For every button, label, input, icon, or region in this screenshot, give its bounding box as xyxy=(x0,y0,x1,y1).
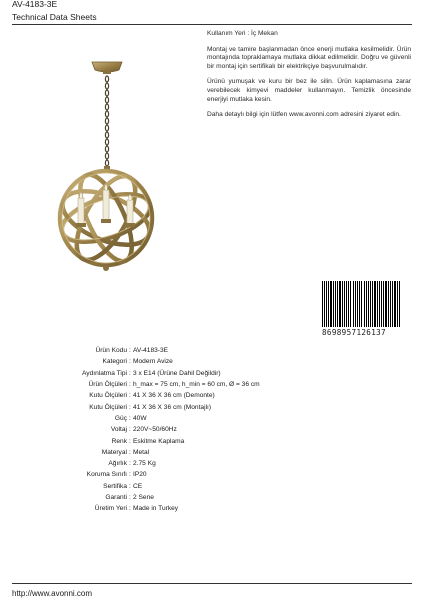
spec-value: 41 X 36 X 36 cm (Montajlı) xyxy=(133,403,212,411)
spec-row xyxy=(40,492,340,503)
spec-value: AV-4183-3E xyxy=(133,347,169,355)
spec-row xyxy=(40,345,340,356)
canopy-cap xyxy=(103,70,111,74)
info-paragraph-installation: Montaj ve tamire başlanmadan önce enerji mutlaka kesilmelidir. Ürün montajında topraklamaya mutlaka dikkat edilmelidir. Doğru ve güvenli bir montaj için sertifikalı bir elektrikçiye başvurulmalıdır. xyxy=(207,45,411,70)
spec-separator: : xyxy=(129,494,131,501)
spec-value: IP20 xyxy=(133,471,147,479)
spec-value: Metal xyxy=(133,448,150,456)
spec-separator: : xyxy=(129,358,131,366)
spec-separator: : xyxy=(129,437,131,445)
spec-separator: : xyxy=(129,381,131,389)
spec-label: Güç xyxy=(114,414,127,422)
document-title: Technical Data Sheets xyxy=(12,12,97,22)
spec-value: Eskitme Kaplama xyxy=(133,437,185,445)
spec-separator: : xyxy=(129,426,131,434)
spec-value: Modern Avize xyxy=(133,358,173,366)
spec-table xyxy=(40,345,340,514)
spec-separator: : xyxy=(129,347,131,355)
spec-value: h_max = 75 cm, h_min = 60 cm, Ø = 36 cm xyxy=(133,381,260,389)
spec-separator: : xyxy=(129,414,131,422)
spec-row xyxy=(40,469,340,480)
spec-separator: : xyxy=(129,460,131,468)
chain xyxy=(105,76,108,166)
spec-separator: : xyxy=(129,392,131,400)
bottom-finial xyxy=(103,265,109,271)
spec-row xyxy=(40,424,340,435)
spec-label: Aydınlatma Tipi xyxy=(82,369,127,377)
spec-label: Kutu Ölçüleri xyxy=(89,403,127,411)
spec-value: 220V~50/60Hz xyxy=(133,426,177,434)
barcode-digits: 8698957126137 xyxy=(322,328,386,337)
spec-row xyxy=(40,413,340,424)
spec-row xyxy=(40,368,340,379)
spec-value: 41 X 36 X 36 cm (Demonte) xyxy=(133,392,215,400)
spec-label: Materyal xyxy=(101,448,127,456)
spec-separator: : xyxy=(129,482,131,490)
spec-label: Ağırlık xyxy=(108,460,127,468)
website-link[interactable]: http://www.avonni.com xyxy=(12,589,93,598)
barcode xyxy=(322,281,412,335)
info-paragraph-cleaning: Ürünü yumuşak ve kuru bir bez ile silin. Ürün kaplamasına zarar verebilecek kimyevi maddeler kullanmayın. Temizlik öncesinde enerjiyi mutlaka kesin. xyxy=(207,78,411,103)
spec-label: Üretim Yeri xyxy=(94,505,127,513)
spec-value: 2.75 Kg xyxy=(133,460,156,468)
spec-separator: : xyxy=(129,505,131,513)
spec-row xyxy=(40,435,340,446)
spec-row xyxy=(40,458,340,469)
spec-row xyxy=(40,356,340,367)
spec-label: Ürün Kodu xyxy=(95,347,127,355)
spec-label: Renk xyxy=(111,437,127,445)
chandelier-product-image xyxy=(40,40,190,290)
usage-location: Kullanım Yeri : İç Mekan xyxy=(207,30,278,37)
spec-label: Kategori xyxy=(102,358,127,366)
spec-row xyxy=(40,447,340,458)
spec-value: 40W xyxy=(133,414,147,422)
barcode-bars xyxy=(322,281,412,327)
footer-divider xyxy=(12,583,412,584)
product-code-heading: AV-4183-3E xyxy=(12,0,58,9)
spec-value: 3 x E14 (Ürüne Dahil Değildir) xyxy=(133,369,221,377)
info-text-block xyxy=(207,30,411,127)
spec-row xyxy=(40,390,340,401)
header-divider xyxy=(12,24,412,25)
spec-row xyxy=(40,401,340,412)
spec-label: Sertifika xyxy=(103,482,127,490)
spec-row xyxy=(40,481,340,492)
spec-separator: : xyxy=(129,471,131,479)
spec-value: 2 Sene xyxy=(133,494,154,501)
info-paragraph-website: Daha detaylı bilgi için lütfen www.avonni.com adresini ziyaret edin. xyxy=(207,111,401,119)
spec-label: Garanti xyxy=(105,494,127,501)
spec-separator: : xyxy=(129,448,131,456)
spec-separator: : xyxy=(129,403,131,411)
spec-separator: : xyxy=(129,369,131,377)
spec-label: Voltaj xyxy=(110,426,127,434)
barcode-bar xyxy=(400,281,401,327)
spec-row xyxy=(40,503,340,514)
spec-value: Made in Turkey xyxy=(133,505,179,513)
spec-value: CE xyxy=(133,482,143,490)
spec-label: Koruma Sınıfı xyxy=(86,471,127,479)
spec-row xyxy=(40,379,340,390)
spec-label: Ürün Ölçüleri xyxy=(88,381,127,389)
spec-label: Kutu Ölçüleri xyxy=(89,392,127,400)
